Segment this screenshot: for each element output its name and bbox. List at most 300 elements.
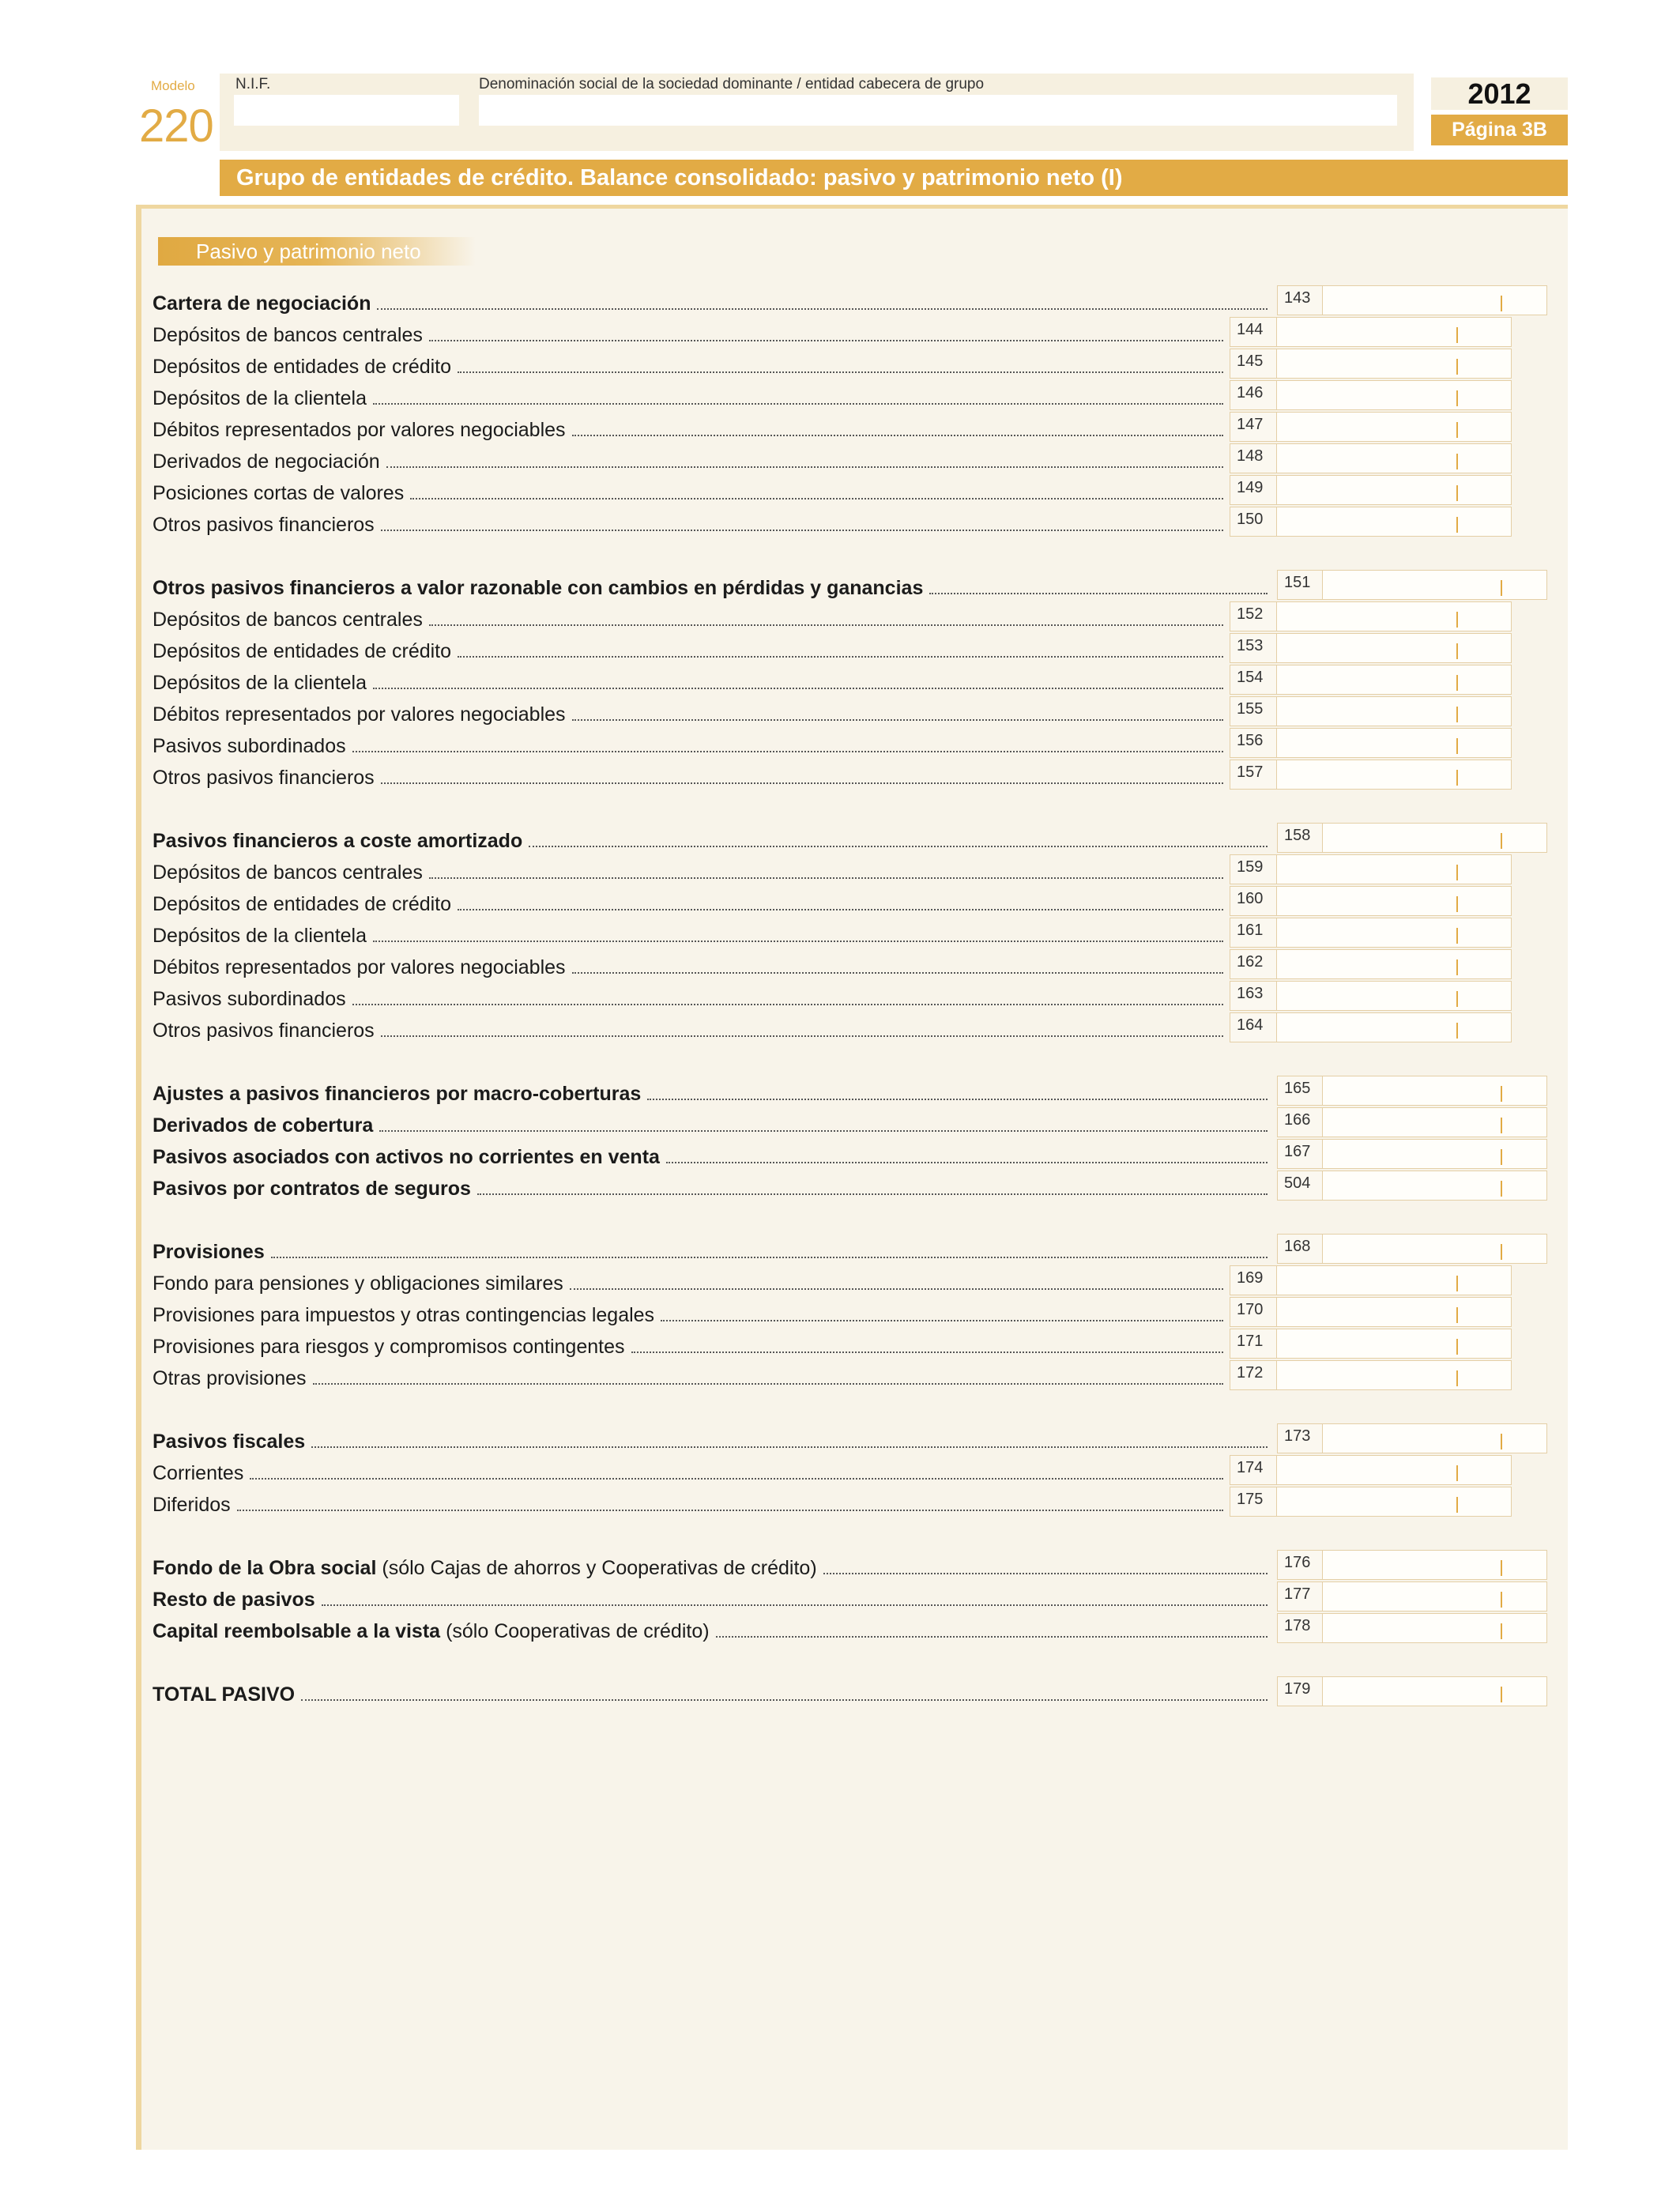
- amount-input[interactable]: [1323, 1551, 1546, 1579]
- amount-input[interactable]: [1277, 318, 1511, 346]
- dotted-leader: [429, 340, 1223, 341]
- decimal-separator-mark: [1456, 359, 1458, 375]
- amount-input[interactable]: [1323, 1677, 1546, 1706]
- box-code: 176: [1277, 1550, 1323, 1580]
- amount-field[interactable]: [1277, 949, 1512, 979]
- amount-field[interactable]: [1277, 1360, 1512, 1390]
- form-row-153: [153, 633, 1512, 663]
- row-label: Pasivos por contratos de seguros: [153, 1178, 471, 1200]
- fiscal-year: 2012: [1431, 77, 1568, 110]
- dotted-leader: [352, 1004, 1223, 1005]
- dotted-leader: [647, 1099, 1268, 1100]
- dotted-leader: [381, 530, 1223, 531]
- amount-field[interactable]: [1277, 665, 1512, 695]
- form-row-169: [153, 1265, 1512, 1295]
- amount-input[interactable]: [1323, 1614, 1546, 1642]
- form-row-143: [153, 285, 1547, 315]
- row-label-area: [153, 981, 1223, 1011]
- row-label-area: [153, 349, 1223, 379]
- modelo-number: 220: [139, 100, 213, 152]
- amount-input[interactable]: [1277, 444, 1511, 473]
- row-label: Débitos representados por valores negociables: [153, 419, 566, 441]
- form-row-177: [153, 1581, 1547, 1612]
- form-row-168: [153, 1234, 1547, 1264]
- form-row-156: [153, 728, 1512, 758]
- row-label-area: [153, 1360, 1223, 1390]
- decimal-separator-mark: [1501, 1560, 1502, 1576]
- dotted-leader: [313, 1383, 1223, 1385]
- amount-field[interactable]: [1277, 760, 1512, 790]
- amount-input[interactable]: [1277, 1298, 1511, 1326]
- amount-input[interactable]: [1277, 665, 1511, 694]
- row-label-area: [153, 665, 1223, 695]
- box-code: 147: [1230, 412, 1277, 442]
- row-label: Pasivos fiscales: [153, 1431, 306, 1453]
- dotted-leader: [929, 593, 1268, 594]
- row-label: Provisiones para riesgos y compromisos contingentes: [153, 1336, 625, 1358]
- form-row-145: [153, 349, 1512, 379]
- box-code: 165: [1277, 1076, 1323, 1106]
- company-name-field[interactable]: [479, 95, 1397, 126]
- form-row-163: [153, 981, 1512, 1011]
- amount-field[interactable]: [1277, 1329, 1512, 1359]
- row-label-area: [153, 317, 1223, 347]
- amount-input[interactable]: [1277, 1266, 1511, 1295]
- dotted-leader: [666, 1162, 1268, 1163]
- dotted-leader: [373, 688, 1223, 689]
- amount-field[interactable]: [1323, 1423, 1547, 1453]
- amount-field[interactable]: [1323, 1076, 1547, 1106]
- amount-input[interactable]: [1277, 413, 1511, 441]
- row-label: Otros pasivos financieros: [153, 767, 375, 789]
- row-label-area: [153, 1423, 1268, 1453]
- amount-field[interactable]: [1323, 1550, 1547, 1580]
- dotted-leader: [381, 1035, 1223, 1037]
- decimal-separator-mark: [1456, 390, 1458, 406]
- form-row-159: [153, 854, 1512, 884]
- box-code: 155: [1230, 696, 1277, 726]
- dotted-leader: [250, 1478, 1223, 1480]
- form-row-171: [153, 1329, 1512, 1359]
- row-note: (sólo Cooperativas de crédito): [446, 1620, 710, 1642]
- form-row-164: [153, 1012, 1512, 1042]
- decimal-separator-mark: [1501, 296, 1502, 311]
- decimal-separator-mark: [1456, 707, 1458, 722]
- row-label: Depósitos de entidades de crédito: [153, 640, 452, 662]
- row-label: Depósitos de la clientela: [153, 672, 367, 694]
- amount-field[interactable]: [1277, 728, 1512, 758]
- row-label-area: [153, 507, 1223, 537]
- amount-input[interactable]: [1277, 950, 1511, 978]
- page-number-badge: Página 3B: [1431, 115, 1568, 145]
- dotted-leader: [570, 1288, 1223, 1290]
- form-row-160: [153, 886, 1512, 916]
- dotted-leader: [381, 782, 1223, 784]
- form-row-166: [153, 1107, 1547, 1137]
- amount-input[interactable]: [1323, 1076, 1546, 1105]
- dotted-leader: [631, 1351, 1224, 1353]
- row-label-area: [153, 1107, 1268, 1137]
- row-label-area: [153, 1297, 1223, 1327]
- amount-input[interactable]: [1277, 918, 1511, 947]
- decimal-separator-mark: [1501, 1086, 1502, 1102]
- amount-field[interactable]: [1277, 1455, 1512, 1485]
- row-label-area: [153, 1139, 1268, 1169]
- row-note: (sólo Cajas de ahorros y Cooperativas de crédito): [382, 1557, 817, 1579]
- decimal-separator-mark: [1456, 485, 1458, 501]
- dotted-leader: [379, 1130, 1268, 1132]
- row-label: Depósitos de entidades de crédito: [153, 893, 452, 915]
- decimal-separator-mark: [1501, 833, 1502, 849]
- row-label: Otros pasivos financieros a valor razonable con cambios en pérdidas y ganancias: [153, 577, 924, 599]
- decimal-separator-mark: [1501, 1181, 1502, 1197]
- dotted-leader: [377, 308, 1268, 310]
- section-tab: Pasivo y patrimonio neto: [158, 237, 476, 266]
- decimal-separator-mark: [1501, 1434, 1502, 1449]
- amount-input[interactable]: [1277, 476, 1511, 504]
- amount-field[interactable]: [1277, 633, 1512, 663]
- row-label: Depósitos de la clientela: [153, 925, 367, 947]
- form-row-176: [153, 1550, 1547, 1580]
- dotted-leader: [271, 1257, 1268, 1258]
- row-label: Depósitos de bancos centrales: [153, 609, 423, 631]
- decimal-separator-mark: [1456, 738, 1458, 754]
- box-code: 164: [1230, 1012, 1277, 1042]
- amount-field[interactable]: [1277, 886, 1512, 916]
- row-label-area: [153, 1329, 1223, 1359]
- form-row-146: [153, 380, 1512, 410]
- box-code: 154: [1230, 665, 1277, 695]
- row-label: Depósitos de entidades de crédito: [153, 356, 452, 378]
- row-label-area: [153, 1012, 1223, 1042]
- decimal-separator-mark: [1456, 959, 1458, 975]
- box-code: 150: [1230, 507, 1277, 537]
- form-row-172: [153, 1360, 1512, 1390]
- box-code: 159: [1230, 854, 1277, 884]
- amount-input[interactable]: [1277, 982, 1511, 1010]
- amount-input[interactable]: [1323, 286, 1546, 315]
- row-label-area: [153, 696, 1223, 726]
- dotted-leader: [322, 1604, 1268, 1606]
- amount-input[interactable]: [1323, 1424, 1546, 1453]
- box-code: 179: [1277, 1676, 1323, 1706]
- amount-field[interactable]: [1277, 475, 1512, 505]
- row-label: Débitos representados por valores negociables: [153, 703, 566, 726]
- decimal-separator-mark: [1456, 422, 1458, 438]
- decimal-separator-mark: [1501, 1118, 1502, 1133]
- decimal-separator-mark: [1456, 1497, 1458, 1513]
- amount-field[interactable]: [1277, 412, 1512, 442]
- row-label: Posiciones cortas de valores: [153, 482, 405, 504]
- box-code: 143: [1277, 285, 1323, 315]
- form-row-173: [153, 1423, 1547, 1453]
- dotted-leader: [716, 1636, 1268, 1638]
- form-row-150: [153, 507, 1512, 537]
- form-row-167: [153, 1139, 1547, 1169]
- box-code: 152: [1230, 601, 1277, 631]
- box-code: 174: [1230, 1455, 1277, 1485]
- box-code: 167: [1277, 1139, 1323, 1169]
- amount-input[interactable]: [1277, 1487, 1511, 1516]
- amount-field[interactable]: [1323, 570, 1547, 600]
- row-label-area: [153, 854, 1223, 884]
- form-row-504: [153, 1171, 1547, 1201]
- decimal-separator-mark: [1456, 675, 1458, 691]
- form-row-178: [153, 1613, 1547, 1643]
- box-code: 169: [1230, 1265, 1277, 1295]
- amount-field[interactable]: [1277, 601, 1512, 631]
- row-label-area: [153, 443, 1223, 473]
- row-label: Provisiones: [153, 1241, 265, 1263]
- row-label-area: [153, 1550, 1268, 1580]
- amount-input[interactable]: [1277, 507, 1511, 536]
- form-row-147: [153, 412, 1512, 442]
- amount-field[interactable]: [1277, 349, 1512, 379]
- dotted-leader: [458, 909, 1223, 910]
- row-label-area: [153, 949, 1223, 979]
- row-label-area: [153, 1676, 1268, 1706]
- amount-field[interactable]: [1323, 823, 1547, 853]
- amount-input[interactable]: [1277, 1456, 1511, 1484]
- box-code: 146: [1230, 380, 1277, 410]
- amount-field[interactable]: [1277, 507, 1512, 537]
- dotted-leader: [529, 846, 1268, 847]
- amount-field[interactable]: [1277, 981, 1512, 1011]
- row-label: Resto de pasivos: [153, 1589, 315, 1611]
- form-row-174: [153, 1455, 1512, 1485]
- amount-input[interactable]: [1277, 1329, 1511, 1358]
- amount-field[interactable]: [1323, 1171, 1547, 1201]
- box-code: 145: [1230, 349, 1277, 379]
- box-code: 161: [1230, 918, 1277, 948]
- dotted-leader: [410, 498, 1223, 499]
- amount-field[interactable]: [1277, 696, 1512, 726]
- box-code: 151: [1277, 570, 1323, 600]
- box-code: 157: [1230, 760, 1277, 790]
- amount-input[interactable]: [1323, 1235, 1546, 1263]
- amount-input[interactable]: [1323, 824, 1546, 852]
- form-row-148: [153, 443, 1512, 473]
- row-label: Otras provisiones: [153, 1367, 307, 1389]
- box-code: 178: [1277, 1613, 1323, 1643]
- box-code: 166: [1277, 1107, 1323, 1137]
- form-row-158: [153, 823, 1547, 853]
- amount-field[interactable]: [1323, 1139, 1547, 1169]
- dotted-leader: [237, 1510, 1223, 1511]
- amount-field[interactable]: [1277, 918, 1512, 948]
- decimal-separator-mark: [1456, 770, 1458, 786]
- amount-field[interactable]: [1277, 443, 1512, 473]
- page-title: Grupo de entidades de crédito. Balance consolidado: pasivo y patrimonio neto (I): [220, 160, 1568, 196]
- decimal-separator-mark: [1456, 1370, 1458, 1386]
- decimal-separator-mark: [1456, 612, 1458, 628]
- row-label: Derivados de negociación: [153, 450, 380, 473]
- form-row-149: [153, 475, 1512, 505]
- box-code: 149: [1230, 475, 1277, 505]
- amount-input[interactable]: [1277, 349, 1511, 378]
- dotted-leader: [352, 751, 1223, 752]
- row-label: Ajustes a pasivos financieros por macro-coberturas: [153, 1083, 642, 1105]
- row-label: Depósitos de bancos centrales: [153, 324, 423, 346]
- decimal-separator-mark: [1456, 1276, 1458, 1291]
- box-code: 504: [1277, 1171, 1323, 1201]
- row-label: Cartera de negociación: [153, 292, 371, 315]
- box-code: 177: [1277, 1581, 1323, 1612]
- row-label-area: [153, 1234, 1268, 1264]
- dotted-leader: [429, 877, 1223, 879]
- decimal-separator-mark: [1456, 1307, 1458, 1323]
- decimal-separator-mark: [1456, 454, 1458, 469]
- amount-field[interactable]: [1277, 854, 1512, 884]
- amount-input[interactable]: [1277, 602, 1511, 631]
- decimal-separator-mark: [1456, 1465, 1458, 1481]
- row-label-area: [153, 1613, 1268, 1643]
- row-label: Pasivos financieros a coste amortizado: [153, 830, 523, 852]
- decimal-separator-mark: [1456, 991, 1458, 1007]
- dotted-leader: [386, 466, 1223, 468]
- decimal-separator-mark: [1456, 517, 1458, 533]
- form-row-175: [153, 1487, 1512, 1517]
- row-label: Capital reembolsable a la vista: [153, 1620, 441, 1642]
- form-row-154: [153, 665, 1512, 695]
- decimal-separator-mark: [1501, 1149, 1502, 1165]
- amount-field[interactable]: [1277, 380, 1512, 410]
- decimal-separator-mark: [1456, 928, 1458, 944]
- box-code: 158: [1277, 823, 1323, 853]
- row-label: Provisiones para impuestos y otras contingencias legales: [153, 1304, 655, 1326]
- row-label-area: [153, 633, 1223, 663]
- amount-field[interactable]: [1323, 285, 1547, 315]
- nif-label: N.I.F.: [235, 76, 271, 92]
- row-label-area: [153, 380, 1223, 410]
- amount-field[interactable]: [1277, 317, 1512, 347]
- box-code: 171: [1230, 1329, 1277, 1359]
- form-row-157: [153, 760, 1512, 790]
- form-row-152: [153, 601, 1512, 631]
- decimal-separator-mark: [1456, 643, 1458, 659]
- row-label: Pasivos subordinados: [153, 735, 346, 757]
- row-label-area: [153, 475, 1223, 505]
- amount-input[interactable]: [1277, 634, 1511, 662]
- amount-input[interactable]: [1277, 760, 1511, 789]
- form-row-161: [153, 918, 1512, 948]
- amount-field[interactable]: [1277, 1487, 1512, 1517]
- row-label: Pasivos subordinados: [153, 988, 346, 1010]
- amount-field[interactable]: [1323, 1676, 1547, 1706]
- dotted-leader: [572, 972, 1223, 974]
- dotted-leader: [373, 403, 1223, 405]
- box-code: 173: [1277, 1423, 1323, 1453]
- box-code: 144: [1230, 317, 1277, 347]
- row-label-area: [153, 1581, 1268, 1612]
- decimal-separator-mark: [1501, 1687, 1502, 1702]
- row-label-area: [153, 285, 1268, 315]
- form-row-144: [153, 317, 1512, 347]
- box-code: 172: [1230, 1360, 1277, 1390]
- amount-field[interactable]: [1277, 1265, 1512, 1295]
- amount-input[interactable]: [1277, 855, 1511, 884]
- row-label: TOTAL PASIVO: [153, 1683, 296, 1706]
- row-label: Otros pasivos financieros: [153, 514, 375, 536]
- amount-field[interactable]: [1277, 1012, 1512, 1042]
- amount-input[interactable]: [1277, 381, 1511, 409]
- form-row-179: [153, 1676, 1547, 1706]
- nif-field[interactable]: [234, 95, 459, 126]
- row-label: Depósitos de bancos centrales: [153, 861, 423, 884]
- form-row-165: [153, 1076, 1547, 1106]
- row-label-area: [153, 1076, 1268, 1106]
- dotted-leader: [373, 941, 1223, 942]
- box-code: 162: [1230, 949, 1277, 979]
- row-label-area: [153, 1455, 1223, 1485]
- amount-input[interactable]: [1277, 697, 1511, 726]
- row-label: Fondo para pensiones y obligaciones similares: [153, 1272, 563, 1295]
- amount-input[interactable]: [1277, 1361, 1511, 1389]
- amount-input[interactable]: [1323, 1582, 1546, 1611]
- amount-input[interactable]: [1277, 1013, 1511, 1042]
- row-label: Fondo de la Obra social: [153, 1557, 377, 1579]
- box-code: 160: [1230, 886, 1277, 916]
- dotted-leader: [458, 371, 1223, 373]
- amount-input[interactable]: [1323, 571, 1546, 599]
- form-row-162: [153, 949, 1512, 979]
- amount-field[interactable]: [1323, 1234, 1547, 1264]
- row-label-area: [153, 823, 1268, 853]
- amount-input[interactable]: [1323, 1171, 1546, 1200]
- amount-field[interactable]: [1323, 1581, 1547, 1612]
- row-label: Otros pasivos financieros: [153, 1020, 375, 1042]
- amount-input[interactable]: [1277, 729, 1511, 757]
- amount-field[interactable]: [1323, 1613, 1547, 1643]
- row-label: Derivados de cobertura: [153, 1114, 374, 1137]
- decimal-separator-mark: [1501, 1592, 1502, 1608]
- form-row-151: [153, 570, 1547, 600]
- dotted-leader: [572, 435, 1223, 436]
- company-name-label: Denominación social de la sociedad dominante / entidad cabecera de grupo: [479, 76, 985, 92]
- row-label-area: [153, 886, 1223, 916]
- amount-input[interactable]: [1323, 1140, 1546, 1168]
- decimal-separator-mark: [1501, 1623, 1502, 1639]
- dotted-leader: [458, 656, 1223, 658]
- row-label: Débitos representados por valores negociables: [153, 956, 566, 978]
- dotted-leader: [429, 624, 1223, 626]
- box-code: 156: [1230, 728, 1277, 758]
- box-code: 153: [1230, 633, 1277, 663]
- row-label-area: [153, 1487, 1223, 1517]
- decimal-separator-mark: [1501, 1244, 1502, 1260]
- amount-input[interactable]: [1277, 887, 1511, 915]
- decimal-separator-mark: [1501, 580, 1502, 596]
- row-label-area: [153, 728, 1223, 758]
- decimal-separator-mark: [1456, 865, 1458, 880]
- row-label: Diferidos: [153, 1494, 231, 1516]
- form-row-155: [153, 696, 1512, 726]
- row-label-area: [153, 760, 1223, 790]
- box-code: 163: [1230, 981, 1277, 1011]
- amount-field[interactable]: [1323, 1107, 1547, 1137]
- box-code: 170: [1230, 1297, 1277, 1327]
- decimal-separator-mark: [1456, 1023, 1458, 1039]
- amount-input[interactable]: [1323, 1108, 1546, 1137]
- decimal-separator-mark: [1456, 896, 1458, 912]
- dotted-leader: [301, 1699, 1268, 1701]
- row-label-area: [153, 570, 1268, 600]
- modelo-label: Modelo: [151, 78, 195, 93]
- amount-field[interactable]: [1277, 1297, 1512, 1327]
- row-label-area: [153, 601, 1223, 631]
- dotted-leader: [661, 1320, 1223, 1321]
- decimal-separator-mark: [1456, 327, 1458, 343]
